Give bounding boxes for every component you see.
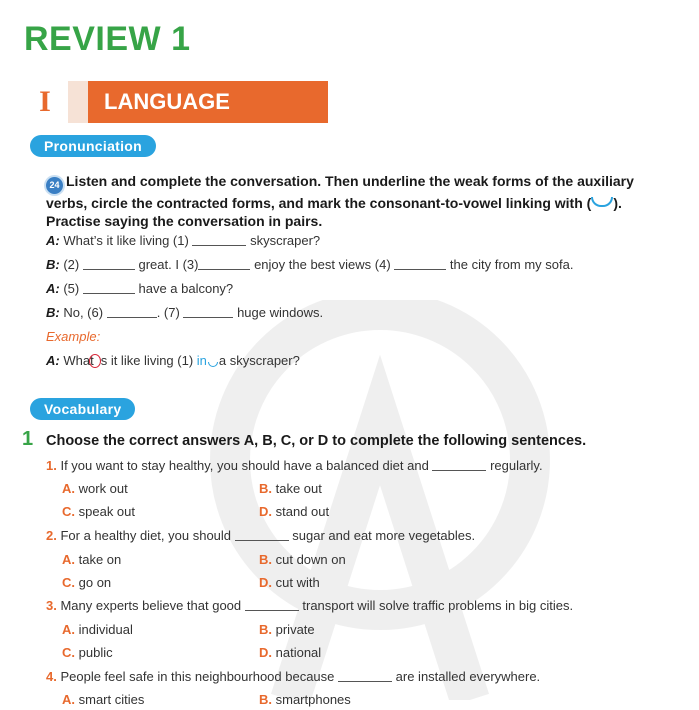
instruction-text-2: ). Practise saying the conversation in pairs. xyxy=(46,195,622,229)
item-text: People feel safe in this neighbourhood because xyxy=(60,669,335,684)
option-text: smart cities xyxy=(78,692,145,707)
option-a[interactable] xyxy=(62,552,121,567)
answer-blank[interactable] xyxy=(83,257,135,270)
example-text: What xyxy=(63,353,94,368)
answer-blank[interactable] xyxy=(245,598,299,611)
line-text: skyscraper? xyxy=(250,233,321,248)
conversation-line xyxy=(46,281,233,296)
item-text: sugar and eat more vegetables. xyxy=(292,528,476,543)
option-b[interactable] xyxy=(259,481,322,496)
line-text: (5) xyxy=(63,281,80,296)
option-letter: D. xyxy=(259,575,272,590)
question-item xyxy=(46,598,573,613)
option-text: private xyxy=(275,622,315,637)
item-text: If you want to stay healthy, you should have a balanced diet and xyxy=(60,458,429,473)
option-letter: D. xyxy=(259,645,272,660)
option-letter: B. xyxy=(259,622,272,637)
example-label: Example: xyxy=(46,329,101,344)
example-linked-word: in xyxy=(196,353,207,368)
answer-blank[interactable] xyxy=(235,528,289,541)
line-text: enjoy the best views (4) xyxy=(254,257,391,272)
speaker-label: A: xyxy=(46,233,60,248)
option-letter: D. xyxy=(259,504,272,519)
question-item xyxy=(46,669,540,684)
item-number: 1. xyxy=(46,458,57,473)
section-banner xyxy=(22,81,328,123)
banner-divider xyxy=(68,81,88,123)
item-text: For a healthy diet, you should xyxy=(60,528,232,543)
speaker-label: B: xyxy=(46,305,60,320)
option-a[interactable] xyxy=(62,692,144,707)
linking-mark-icon xyxy=(591,197,613,207)
item-number: 2. xyxy=(46,528,57,543)
conversation-line xyxy=(46,233,320,248)
option-text: take out xyxy=(275,481,322,496)
example-text: s xyxy=(100,353,108,368)
speaker-label: A: xyxy=(46,353,60,368)
answer-blank[interactable] xyxy=(338,669,392,682)
option-a[interactable] xyxy=(62,481,128,496)
pronunciation-instruction xyxy=(46,172,666,230)
review-title: REVIEW 1 xyxy=(24,20,191,58)
answer-blank[interactable] xyxy=(432,458,486,471)
question-number: 1 xyxy=(22,428,34,450)
option-letter: C. xyxy=(62,575,75,590)
section-title: LANGUAGE xyxy=(104,89,230,114)
contraction-circle-mark xyxy=(89,354,101,368)
answer-blank[interactable] xyxy=(107,305,157,318)
question-item xyxy=(46,528,475,543)
option-letter: C. xyxy=(62,504,75,519)
speaker-label: A: xyxy=(46,281,60,296)
line-text: the city from my sofa. xyxy=(449,257,574,272)
option-text: take on xyxy=(78,552,122,567)
option-d[interactable] xyxy=(259,575,320,590)
option-letter: A. xyxy=(62,481,75,496)
option-letter: B. xyxy=(259,692,272,707)
vocabulary-instruction: Choose the correct answers A, B, C, or D to complete the following sentences. xyxy=(46,433,587,449)
option-text: cut with xyxy=(275,575,320,590)
item-text: Many experts believe that good xyxy=(60,598,242,613)
audio-track-icon[interactable]: 24 xyxy=(46,177,63,194)
option-letter: B. xyxy=(259,481,272,496)
line-text: huge windows. xyxy=(237,305,324,320)
answer-blank[interactable] xyxy=(183,305,233,318)
item-text: transport will solve traffic problems in big cities. xyxy=(302,598,574,613)
option-b[interactable] xyxy=(259,552,346,567)
example-text: a skyscraper? xyxy=(218,353,300,368)
option-text: go on xyxy=(78,575,112,590)
option-letter: A. xyxy=(62,622,75,637)
line-text: have a balcony? xyxy=(138,281,234,296)
item-text: are installed everywhere. xyxy=(395,669,541,684)
option-text: public xyxy=(78,645,113,660)
answer-blank[interactable] xyxy=(198,257,250,270)
option-letter: C. xyxy=(62,645,75,660)
linking-mark-icon xyxy=(208,362,218,367)
option-d[interactable] xyxy=(259,504,329,519)
option-c[interactable] xyxy=(62,645,113,660)
option-letter: A. xyxy=(62,552,75,567)
option-text: cut down on xyxy=(275,552,346,567)
option-text: individual xyxy=(78,622,133,637)
item-text: regularly. xyxy=(490,458,543,473)
section-title-bar xyxy=(88,81,328,123)
option-c[interactable] xyxy=(62,504,135,519)
question-item xyxy=(46,458,543,473)
option-text: national xyxy=(275,645,322,660)
vocabulary-label: Vocabulary xyxy=(30,398,135,420)
instruction-text-1: Listen and complete the conversation. Then underline the weak forms of the auxiliary verbs, circle the contracted forms, and mark the consonant-to-vowel linking with ( xyxy=(46,173,634,211)
item-number: 3. xyxy=(46,598,57,613)
section-numeral: I xyxy=(22,81,68,123)
conversation-line xyxy=(46,305,323,320)
line-text: (2) xyxy=(63,257,80,272)
answer-blank[interactable] xyxy=(192,233,246,246)
speaker-label: B: xyxy=(46,257,60,272)
option-letter: A. xyxy=(62,692,75,707)
option-a[interactable] xyxy=(62,622,133,637)
line-text: . (7) xyxy=(156,305,180,320)
option-text: work out xyxy=(78,481,128,496)
line-text: great. I (3) xyxy=(138,257,199,272)
option-d[interactable] xyxy=(259,645,321,660)
item-number: 4. xyxy=(46,669,57,684)
pronunciation-label: Pronunciation xyxy=(30,135,156,157)
line-text: No, (6) xyxy=(63,305,104,320)
option-text: smartphones xyxy=(275,692,351,707)
example-text: it like living (1) xyxy=(110,353,194,368)
answer-blank[interactable] xyxy=(394,257,446,270)
example-line xyxy=(46,353,300,368)
conversation-line xyxy=(46,257,573,272)
option-letter: B. xyxy=(259,552,272,567)
option-b[interactable] xyxy=(259,622,315,637)
answer-blank[interactable] xyxy=(83,281,135,294)
option-b[interactable] xyxy=(259,692,351,707)
line-text: What’s it like living (1) xyxy=(63,233,189,248)
option-text: stand out xyxy=(275,504,330,519)
option-c[interactable] xyxy=(62,575,111,590)
option-text: speak out xyxy=(78,504,135,519)
